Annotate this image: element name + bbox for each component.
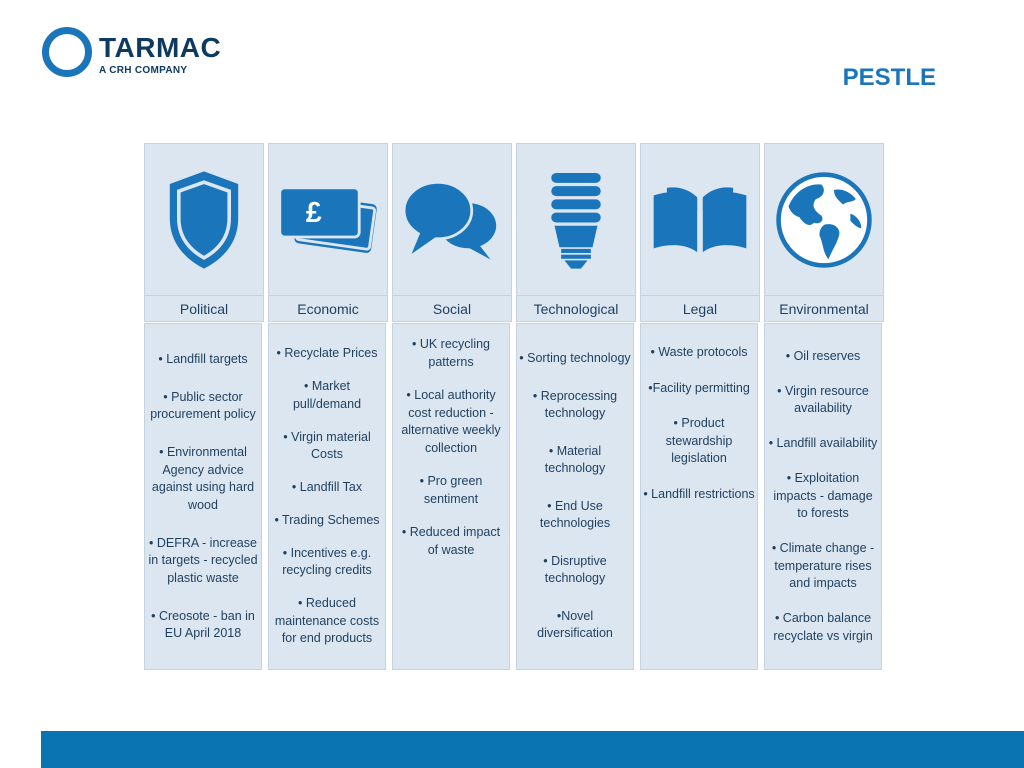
list-item: • Sorting technology	[519, 351, 631, 366]
list-item: • Virgin resource availability	[777, 383, 869, 416]
column-body	[764, 323, 882, 670]
list-item: • Exploitation impacts - damage to forests	[773, 471, 873, 521]
list-item: • Pro green sentiment	[419, 474, 483, 506]
column-technological	[516, 143, 636, 671]
list-item: • Creosote - ban in EU April 2018	[151, 608, 255, 640]
list-item: • Trading Schemes	[274, 512, 380, 527]
list-item: • Landfill Tax	[291, 480, 363, 494]
icon-panel	[516, 143, 636, 296]
slide-title: PESTLE	[842, 64, 936, 91]
column-heading: Political	[144, 295, 264, 322]
column-heading: Social	[392, 295, 512, 322]
column-heading: Legal	[640, 295, 760, 322]
column-political	[144, 143, 264, 671]
pestle-grid	[144, 143, 886, 671]
list-item: • Environmental Agency advice against using hard wood	[151, 445, 255, 512]
list-item: •Facility permitting	[648, 380, 750, 395]
speech-bubbles-icon	[400, 173, 504, 267]
list-item: • End Use technologies	[539, 498, 611, 531]
logo-tagline: A CRH COMPANY	[99, 65, 188, 76]
column-body	[640, 323, 758, 670]
list-item: • Carbon balance recyclate vs virgin	[773, 611, 873, 643]
column-heading: Technological	[516, 295, 636, 322]
column-social	[392, 143, 512, 671]
logo-ring-icon	[42, 27, 92, 77]
light-bulb-icon	[543, 164, 609, 276]
open-book-icon	[648, 182, 752, 258]
icon-panel	[392, 143, 512, 296]
column-body	[268, 323, 386, 670]
list-item: • Local authority cost reduction - alternative weekly collection	[401, 388, 501, 455]
list-item: • Landfill availability	[768, 436, 878, 451]
list-item: • Reprocessing technology	[532, 388, 618, 421]
column-legal	[640, 143, 760, 671]
list-item: • Market pull/demand	[292, 379, 362, 411]
column-body	[392, 323, 510, 670]
tarmac-logo	[42, 27, 222, 79]
pound-symbol: £	[305, 196, 322, 229]
logo-wordmark: TARMAC	[99, 32, 222, 63]
list-item: • Reduced maintenance costs for end products	[274, 596, 380, 646]
icon-panel	[144, 143, 264, 296]
list-item: • DEFRA - increase in targets - recycled plastic waste	[148, 535, 258, 585]
shield-icon	[158, 166, 250, 274]
column-body	[144, 323, 262, 670]
banknote-icon	[276, 182, 380, 258]
list-item: • Climate change - temperature rises and impacts	[771, 541, 875, 591]
list-item: • Waste protocols	[650, 345, 748, 359]
list-item: • Product stewardship legislation	[665, 416, 733, 465]
icon-panel	[764, 143, 884, 296]
list-item: • Disruptive technology	[543, 553, 607, 586]
list-item: • Reduced impact of waste	[401, 525, 501, 557]
list-item: • Public sector procurement policy	[150, 389, 256, 421]
column-body	[516, 323, 634, 670]
list-item: • Landfill restrictions	[643, 486, 755, 501]
globe-icon	[774, 170, 874, 270]
list-item: • Recyclate Prices	[276, 346, 378, 361]
list-item: • Virgin material Costs	[283, 429, 371, 462]
column-heading: Environmental	[764, 295, 884, 322]
column-heading: Economic	[268, 295, 388, 322]
list-item: • Landfill targets	[158, 351, 248, 366]
column-economic	[268, 143, 388, 671]
list-item: • UK recycling patterns	[411, 337, 490, 369]
icon-panel	[268, 143, 388, 296]
column-environmental	[764, 143, 884, 671]
footer-bar	[41, 731, 1024, 768]
list-item: • Oil reserves	[785, 348, 861, 363]
icon-panel	[640, 143, 760, 296]
list-item: •Novel diversification	[537, 608, 613, 641]
list-item: • Material technology	[544, 443, 606, 476]
list-item: • Incentives e.g. recycling credits	[282, 545, 372, 578]
